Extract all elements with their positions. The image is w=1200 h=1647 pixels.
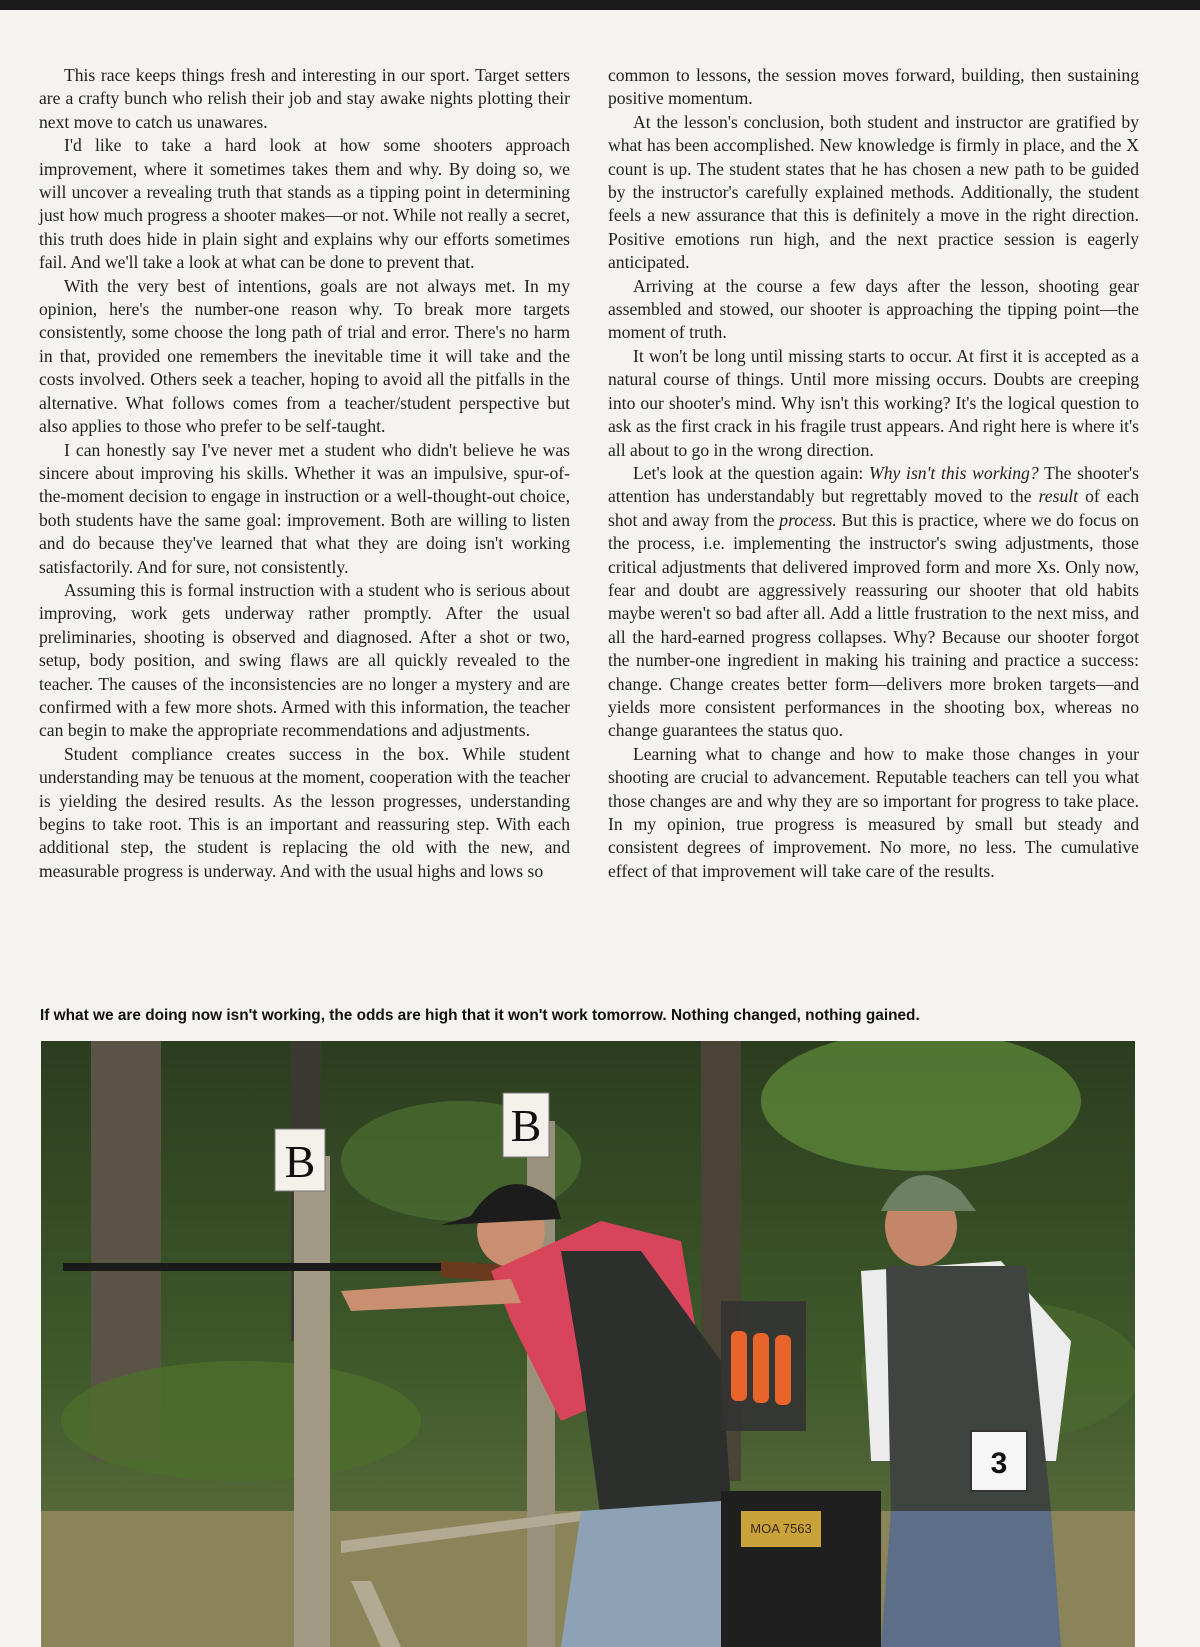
emphasis-text: result <box>1038 486 1079 507</box>
right-column-paragraph <box>608 345 1139 462</box>
photo-caption: If what we are doing now isn't working, the odds are high that it won't work tomorrow. Nothing changed, nothing gained. <box>40 1007 920 1024</box>
left-column-paragraph <box>39 743 570 883</box>
right-column-paragraph <box>608 64 1139 111</box>
shooter-shorts <box>561 1501 731 1647</box>
right-column-paragraph <box>608 462 1139 743</box>
paragraph-text: With the very best of intentions, goals are not always met. In my opinion, here's the number-one reason why. To break more targets consistently, some choose the long path of trial and error. There's no harm in that, provided one remembers the inevitable time it will take and the costs involved. Others seek a teacher, hoping to avoid all the pitfalls in the alternative. What follows comes from a teacher/student perspective but also applies to those who prefer to be self-taught. <box>39 275 570 437</box>
paragraph-text: At the lesson's conclusion, both student and instructor are gratified by what has been accomplished. New knowledge is firmly in place, and the X count is up. The student states that he has chosen a new path to be guided by the instructor's carefully explained methods. Additionally, the student feels a new assurance that this is definitely a move in the right direction. Positive emotions run high, and the next practice session is eagerly anticipated. <box>608 111 1139 273</box>
article-column-left <box>39 64 570 883</box>
top-edge-bar <box>0 0 1200 10</box>
left-column-paragraph <box>39 579 570 743</box>
paragraph-text: Arriving at the course a few days after the lesson, shooting gear assembled and stowed, our shooter is approaching the tipping point—the moment of truth. <box>608 275 1139 343</box>
paragraph-text: I'd like to take a hard look at how some shooters approach improvement, where it sometimes takes them and why. By doing so, we will uncover a revealing truth that stands as a tipping point in determining just how much progress a shooter makes—or not. While not really a secret, this truth does hide in plain sight and explains why our efforts sometimes fail. And we'll take a look at what can be done to prevent that. <box>39 135 570 273</box>
right-column-paragraph <box>608 743 1139 883</box>
coach-pants <box>881 1511 1061 1647</box>
paragraph-text: Learning what to change and how to make those changes in your shooting are crucial to advancement. Reputable teachers can tell you what those changes are and why they are so important for progress to take place. In my opinion, true progress is measured by small but steady and consistent degrees of improvement. No more, no less. The cumulative effect of that improvement will take care of the results. <box>608 743 1139 881</box>
paragraph-text: Assuming this is formal instruction with a student who is serious about improving, work gets underway rather promptly. After the usual preliminaries, shooting is observed and diagnosed. After a shot or two, setup, body position, and swing flaws are all quickly revealed to the teacher. The causes of the inconsistencies are no longer a mystery and are confirmed with a few more shots. Armed with this information, the teacher can begin to make the appropriate recommendations and adjustments. <box>39 579 570 741</box>
sign-left-letter: B <box>284 1136 316 1187</box>
paragraph-text: common to lessons, the session moves forward, building, then sustaining positive momentum. <box>608 65 1139 109</box>
paragraph-text: The shooter's attention has understandably but regrettably moved to the <box>608 462 1139 507</box>
plate-text: MOA 7563 <box>750 1521 812 1536</box>
shotgun-barrel <box>63 1263 483 1271</box>
paragraph-text: of each shot and away from the <box>608 486 1139 530</box>
paragraph-text: Let's look at the question again: <box>633 462 870 483</box>
paragraph-text: I can honestly say I've never met a student who didn't believe he was sincere about improving his skills. Whether it was an impulsive, spur-of-the-moment decision to engage in instruction or a well-thought-out choice, both students have the same goal: improvement. Both are willing to listen and do because they've learned that what they are doing isn't working satisfactorily. And for sure, not consistently. <box>39 439 570 577</box>
left-column-paragraph <box>39 134 570 274</box>
right-column-paragraph <box>608 111 1139 275</box>
article-column-right <box>608 64 1139 883</box>
paragraph-text: This race keeps things fresh and interesting in our sport. Target setters are a crafty bunch who relish their job and stay awake nights plotting their next move to catch us unawares. <box>39 65 570 132</box>
coach-bib-number: 3 <box>990 1447 1008 1480</box>
left-column-paragraph <box>39 439 570 579</box>
right-column-paragraph <box>608 275 1139 345</box>
emphasis-text: process. <box>779 509 837 530</box>
post-left <box>294 1156 330 1647</box>
trap-shooting-photo <box>41 1041 1135 1647</box>
paragraph-text: But this is practice, where we do focus on the process, i.e. implementing the instructor's swing adjustments, those critical adjustments that delivered improved form and more Xs. Only now, fear and doubt are aggressively reassuring our shooter that old habits maybe weren't so bad after all. Add a little frustration to the next miss, and all the hard-earned progress collapses. Why? Because our shooter forgot the number-one ingredient in making his training and practice a success: change. Change creates better form—delivers more broken targets—and yields more consistent performances in the shooting box, whereas no change guarantees the status quo. <box>608 509 1139 741</box>
left-column-paragraph <box>39 275 570 439</box>
emphasis-text: Why isn't this working? <box>869 462 1039 483</box>
sign-right-letter: B <box>510 1100 542 1151</box>
paragraph-text: It won't be long until missing starts to occur. At first it is accepted as a natural course of things. Until more missing occurs. Doubts are creeping into our shooter's mind. Why isn't this working? It's the logical question to ask as the first crack in his fragile trust appears. And right here is where it's all about to go in the wrong direction. <box>608 345 1139 460</box>
paragraph-text: Student compliance creates success in the box. While student understanding may be tenuous at the moment, cooperation with the teacher is yielding the desired results. As the lesson progresses, understanding begins to take root. This is an important and reassuring step. With each additional step, the student is replacing the old with the new, and measurable progress is underway. And with the usual highs and lows so <box>39 743 570 881</box>
left-column-paragraph <box>39 64 570 134</box>
